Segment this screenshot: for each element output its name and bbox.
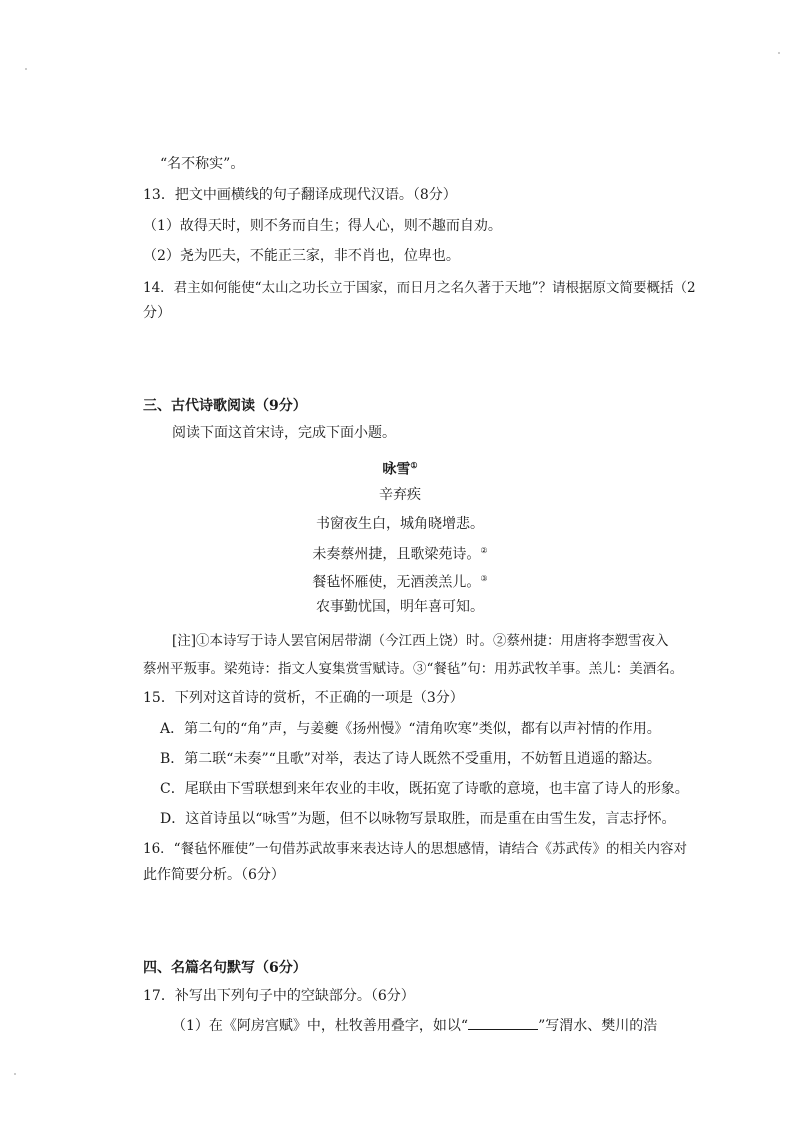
question-13-sub2: （2）尧为匹夫，不能正三家，非不肖也，位卑也。 [143,248,460,264]
question-17-sub1-after: ”写渭水、樊川的浩 [538,1018,658,1034]
poem-annotation-line1: [注]①本诗写于诗人罢官闲居带湖（今江西上饶）时。②蔡州捷：用唐将李愬雪夜入 [172,633,669,649]
section-3-instruction: 阅读下面这首宋诗，完成下面小题。 [172,425,396,441]
section-3-heading: 三、古代诗歌阅读（9分） [143,398,307,414]
question-14-line1: 14．君主如何能使“太山之功长立于国家，而日月之名久著于天地”？请根据原文简要概括（2 [143,280,696,296]
poem-line-text: 未奏蔡州捷，且歌梁苑诗。 [312,546,481,563]
question-17-stem: 17．补写出下列句子中的空缺部分。（6分） [143,988,415,1004]
fill-in-blank[interactable] [468,1017,538,1030]
poem-line-note: ② [480,546,488,555]
question-16-line2: 此作简要分析。（6分） [143,867,285,883]
question-13-stem: 13．把文中画横线的句子翻译成现代汉语。（8分） [143,187,457,203]
scan-speck [25,68,27,70]
scan-speck [778,52,780,54]
question-15-option-d: D．这首诗虽以“咏雪”为题，但不以咏物写景取胜，而是重在由雪生发，言志抒怀。 [160,811,676,827]
poem-title-note: ① [410,460,418,470]
poem-line-text: 餐毡怀雁使，无酒羡羔儿。 [312,574,481,591]
question-16-line1: 16．“餐毡怀雁使”一句借苏武故事来表达诗人的思想感情，请结合《苏武传》的相关内容对 [143,841,687,857]
poem-annotation-line2: 蔡州平叛事。梁苑诗：指文人宴集赏雪赋诗。③“餐毡”句：用苏武牧羊事。羔儿：美酒名。 [143,661,684,677]
poem-line [0,598,800,616]
poem-author: 辛弃疾 [379,487,421,503]
question-15-option-b: B．第二联“未奏”“且歌”对举，表达了诗人既然不受重用，不妨暂且逍遥的豁达。 [160,751,661,767]
poem-line [0,570,800,592]
poem-line-note: ③ [480,574,488,583]
question-15-option-a: A．第二句的“角”声，与姜夔《扬州慢》“清角吹寒”类似，都有以声衬情的作用。 [160,721,661,737]
question-15-stem: 15．下列对这首诗的赏析，不正确的一项是（3分） [143,690,464,706]
continuation-text: “名不称实”。 [160,156,245,172]
question-13-sub1: （1）故得天时，则不务而自生；得人心，则不趣而自劝。 [143,218,502,234]
poem-line [0,542,800,564]
scan-speck [14,1073,16,1075]
poem-line-text: 农事勤忧国，明年喜可知。 [316,599,484,615]
poem-title [0,456,800,479]
question-15-option-c: C．尾联由下雪联想到来年农业的丰收，既拓宽了诗歌的意境，也丰富了诗人的形象。 [160,781,689,797]
section-4-heading: 四、名篇名句默写（6分） [143,960,307,976]
poem-title-text: 咏雪 [382,461,411,478]
poem-line-text: 书窗夜生白，城角晓增悲。 [316,516,484,532]
poem-line [0,515,800,533]
question-14-line2: 分） [143,305,171,321]
question-17-sub1 [172,1017,657,1035]
question-17-sub1-before: （1）在《阿房宫赋》中，杜牧善用叠字，如以“ [172,1018,469,1034]
